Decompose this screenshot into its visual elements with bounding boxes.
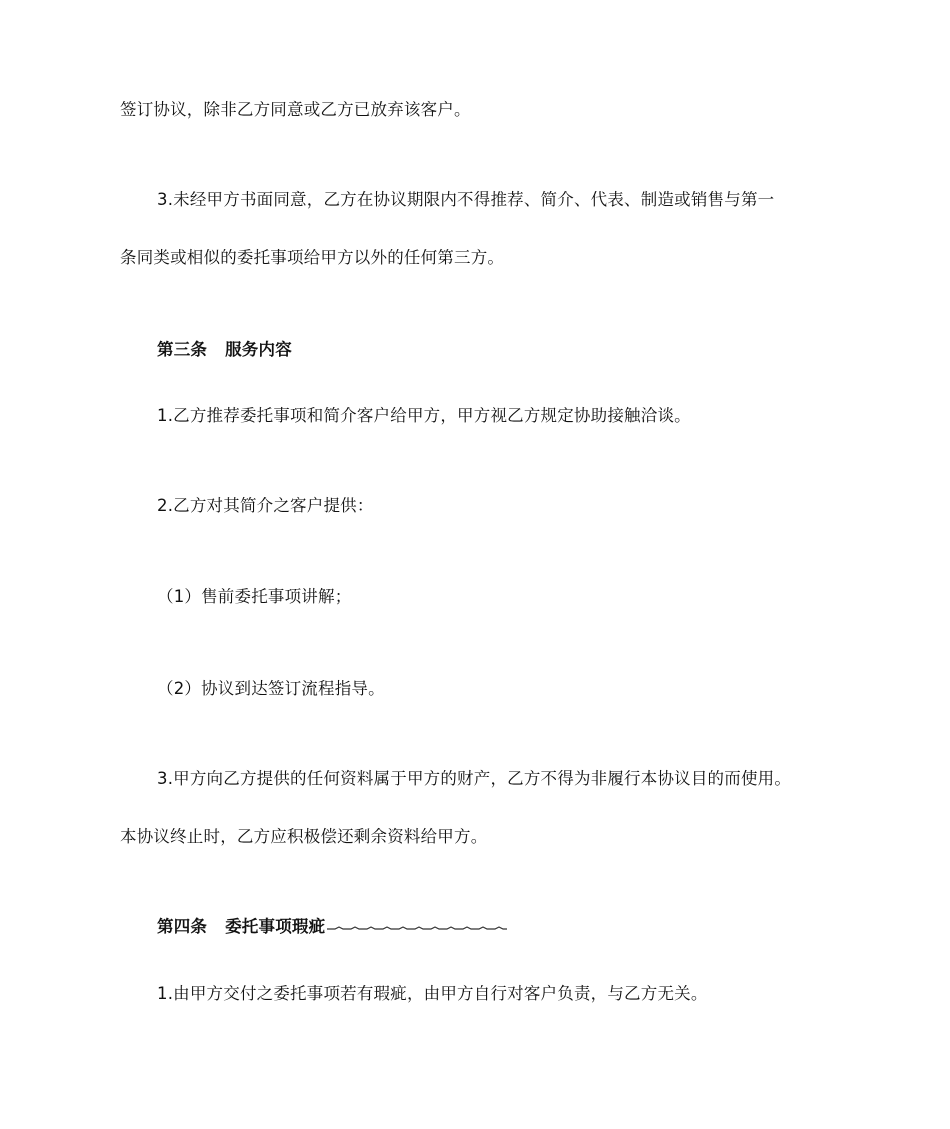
paragraph-clause-3-line-1: 3.未经甲方书面同意，乙方在协议期限内不得推荐、简介、代表、制造或销售与第一 <box>157 190 775 209</box>
list-item-1: （1）售前委托事项讲解； <box>157 587 352 606</box>
section-title: 委托事项瑕疵 <box>225 917 326 936</box>
list-item-2: （2）协议到达签订流程指导。 <box>157 679 385 698</box>
section-number: 第三条 <box>157 340 208 359</box>
paragraph-service-1: 1.乙方推荐委托事项和简介客户给甲方，甲方视乙方规定协助接触洽谈。 <box>157 406 691 425</box>
paragraph-service-2: 2.乙方对其简介之客户提供： <box>157 496 374 515</box>
section-heading-4 <box>157 915 507 939</box>
section-number: 第四条 <box>157 917 208 936</box>
section-heading-3 <box>157 338 292 362</box>
paragraph-continuation: 签订协议，除非乙方同意或乙方已放弃该客户。 <box>120 100 471 119</box>
paragraph-service-3-line-2: 本协议终止时，乙方应积极偿还剩余资料给甲方。 <box>120 827 488 846</box>
paragraph-service-3-line-1: 3.甲方向乙方提供的任何资料属于甲方的财产，乙方不得为非履行本协议目的而使用。 <box>157 769 792 788</box>
paragraph-clause-3-line-2: 条同类或相似的委托事项给甲方以外的任何第三方。 <box>120 248 505 267</box>
paragraph-defect-1: 1.由甲方交付之委托事项若有瑕疵，由甲方自行对客户负责，与乙方无关。 <box>157 984 708 1003</box>
section-title: 服务内容 <box>225 340 292 359</box>
wavy-underline-mark <box>327 922 507 934</box>
